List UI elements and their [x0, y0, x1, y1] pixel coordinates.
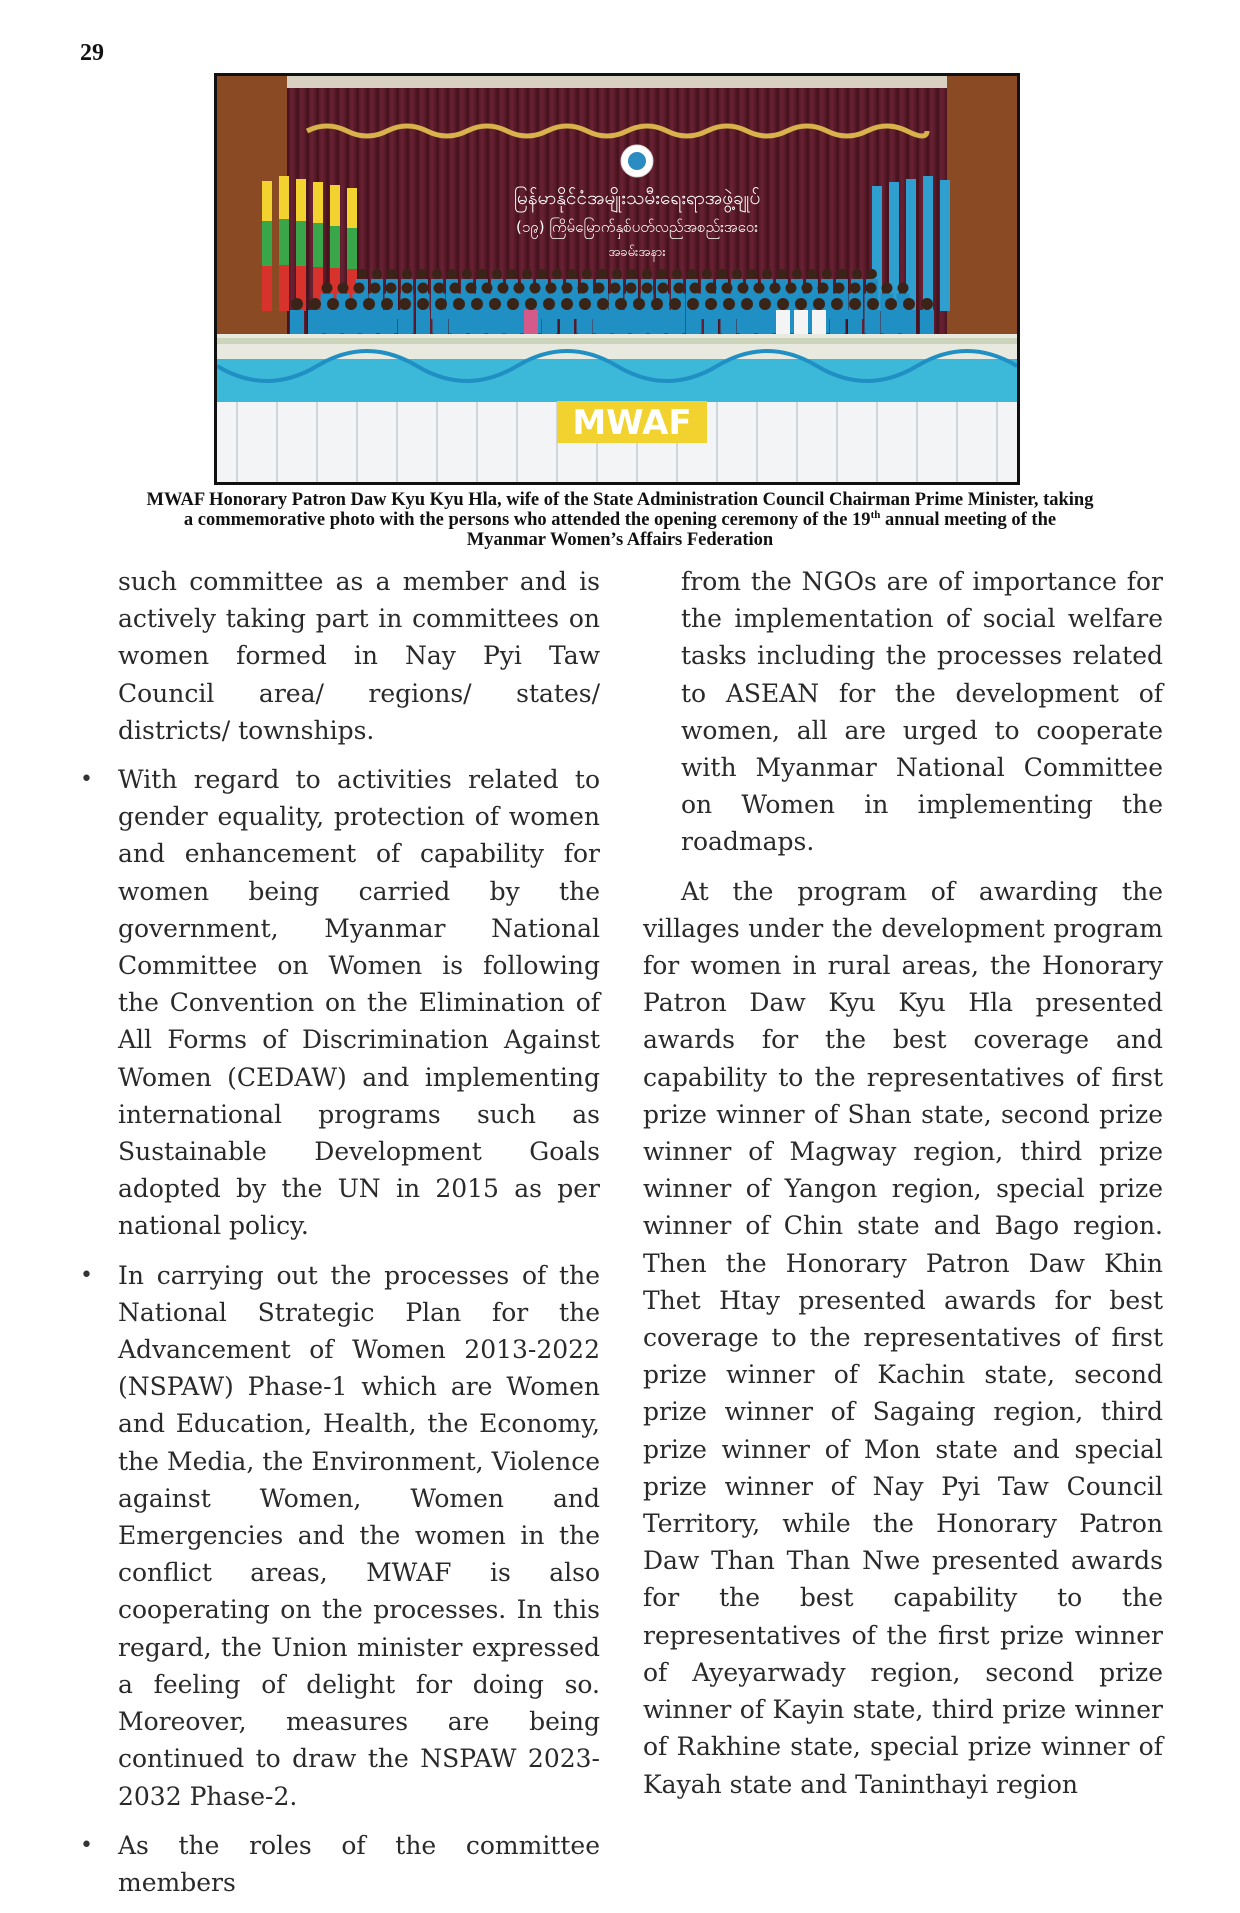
attendee-head: [579, 298, 591, 310]
attendee-head: [717, 269, 727, 279]
attendee-head: [482, 283, 493, 294]
attendee-head: [795, 298, 807, 310]
attendee-head: [831, 298, 843, 310]
attendee-head: [722, 283, 733, 294]
left-continuation-paragraph: such committee as a member and is actively taking part in committees on women formed in Nay Pyi Taw Council area/ regions/ states/ districts/ townships.: [118, 567, 600, 745]
attendee-head: [525, 298, 537, 310]
attendee-head: [921, 298, 933, 310]
attendee-head: [777, 269, 787, 279]
attendee-head: [562, 283, 573, 294]
left-column: [80, 563, 600, 1913]
attendee-head: [418, 283, 429, 294]
attendee-head: [627, 269, 637, 279]
attendee-head: [338, 283, 349, 294]
attendee-head: [372, 269, 382, 279]
attendee-head: [849, 298, 861, 310]
attendee-head: [807, 269, 817, 279]
attendee-head: [567, 269, 577, 279]
attendee-head: [450, 283, 461, 294]
banner-ceremony: အခမ်းအနား: [608, 245, 666, 260]
attendee-head: [626, 283, 637, 294]
attendee-head: [818, 283, 829, 294]
attendee-head: [898, 283, 909, 294]
attendee-head: [705, 298, 717, 310]
attendee-head: [291, 298, 303, 310]
attendee-head: [669, 298, 681, 310]
attendee-head: [674, 283, 685, 294]
attendee-head: [777, 298, 789, 310]
attendee-head: [381, 298, 393, 310]
caption-line-1: MWAF Honorary Patron Daw Kyu Kyu Hla, wife of the State Administration Council Chairman Prime Minister, taking: [146, 490, 1094, 510]
attendee-head: [434, 283, 445, 294]
attendee-head: [822, 269, 832, 279]
caption-line-2: a commemorative photo with the persons who attended the opening ceremony of the 19th annual meeting of the: [183, 508, 1057, 530]
attendee-head: [612, 269, 622, 279]
attendee-head: [615, 298, 627, 310]
attendee-head: [850, 283, 861, 294]
attendee-head: [866, 283, 877, 294]
bullet-text: As the roles of the committee members: [118, 1830, 600, 1897]
attendee-head: [610, 283, 621, 294]
attendee-head: [345, 298, 357, 310]
attendee-head: [759, 298, 771, 310]
attendee-head: [706, 283, 717, 294]
bullet-text: In carrying out the processes of the National Strategic Plan for the Advancement of Women 2013-2022 (NSPAW) Phase-1 which are Women and Education, Health, the Economy, the Media, the Environment, Violence against Women, Women and Emergencies and the women in the conflict areas, MWAF is also cooperating on the processes. In this regard, the Union minister expressed a feeling of delight for doing so. Moreover, measures are being continued to draw the NSPAW 2023-2032 Phase-2.: [118, 1260, 600, 1811]
attendee-head: [741, 298, 753, 310]
attendee-head: [507, 298, 519, 310]
attendee-head: [642, 269, 652, 279]
attendee-head: [852, 269, 862, 279]
attendee-head: [357, 269, 367, 279]
attendee-head: [903, 298, 915, 310]
attendee-head: [309, 298, 321, 310]
attendee-head: [492, 269, 502, 279]
attendee-head: [322, 283, 333, 294]
attendee-head: [530, 283, 541, 294]
bullet-text: With regard to activities related to gender equality, protection of women and enhancement of capability for women being carried by the government, Myanmar National Committee on Women is following the Convention on the Elimination of All Forms of Discrimination Against Women (CEDAW) and implementing international programs such as Sustainable Development Goals adopted by the UN in 2015 as per national policy.: [118, 765, 600, 1241]
mwaf-logo-text: MWAF: [572, 403, 692, 443]
attendee-head: [762, 269, 772, 279]
attendee-head: [498, 283, 509, 294]
attendee-head: [702, 269, 712, 279]
bullet-icon: •: [80, 1832, 93, 1858]
attendee-head: [537, 269, 547, 279]
ceremony-photo-illustration: [217, 76, 1017, 482]
attendee-head: [447, 269, 457, 279]
attendee-head: [747, 269, 757, 279]
attendee-head: [453, 298, 465, 310]
bullet-nspaw: [80, 1257, 600, 1815]
attendee-head: [507, 269, 517, 279]
attendee-head: [432, 269, 442, 279]
bullet-icon: •: [80, 767, 93, 793]
attendee-head: [327, 298, 339, 310]
attendee-head: [462, 269, 472, 279]
attendee-head: [370, 283, 381, 294]
attendee-head: [582, 269, 592, 279]
attendee-head: [597, 269, 607, 279]
attendee-head: [489, 298, 501, 310]
attendee-head: [399, 298, 411, 310]
awards-paragraph: At the program of awarding the villages under the development program for women in rural areas, the Honorary Patron Daw Kyu Kyu Hla presented awards for the best coverage and capability to the representatives of first prize winner of Shan state, second prize winner of Magway region, third prize winner of Yangon region, special prize winner of Chin state and Bago region. Then the Honorary Patron Daw Khin Thet Htay presented awards for best coverage to the representatives of first prize winner of Kachin state, second prize winner of Sagaing region, third prize winner of Mon state and special prize winner of Nay Pyi Taw Council Territory, while the Honorary Patron Daw Than Than Nwe presented awards for the best capability to the representatives of the first prize winner of Ayeyarwady region, second prize winner of Kayin state, third prize winner of Rakhine state, special prize winner of Kayah state and Taninthayi region: [643, 876, 1163, 1799]
caption-line-3: Myanmar Women’s Affairs Federation: [466, 530, 774, 550]
page-number: 29: [80, 40, 104, 66]
attendee-head: [543, 298, 555, 310]
attendee-head: [690, 283, 701, 294]
attendee-head: [402, 283, 413, 294]
attendee-head: [882, 283, 893, 294]
attendee-head: [477, 269, 487, 279]
attendee-head: [642, 283, 653, 294]
attendee-head: [514, 283, 525, 294]
attendee-head: [522, 269, 532, 279]
attendee-head: [754, 283, 765, 294]
right-continuation-paragraph: from the NGOs are of importance for the implementation of social welfare tasks including the processes related to ASEAN for the development of women, all are urged to cooperate with Myanmar National Committee on Women in implementing the roadmaps.: [681, 567, 1163, 857]
attendee-head: [738, 283, 749, 294]
attendee-head: [813, 298, 825, 310]
attendee-head: [770, 283, 781, 294]
attendee-head: [435, 298, 447, 310]
attendee-head: [594, 283, 605, 294]
banner-subtitle: (၁၉) ကြိမ်မြောက်နှစ်ပတ်လည်အစည်းအဝေး: [515, 218, 759, 236]
bullet-icon: •: [80, 1262, 93, 1288]
attendee-head: [672, 269, 682, 279]
attendee-head: [837, 269, 847, 279]
attendee-head: [633, 298, 645, 310]
attendee-head: [732, 269, 742, 279]
attendee-head: [651, 298, 663, 310]
attendee-head: [658, 283, 669, 294]
attendee-head: [834, 283, 845, 294]
attendee-head: [723, 298, 735, 310]
attendee-head: [786, 283, 797, 294]
ceremony-photo: [214, 73, 1020, 485]
attendee-head: [402, 269, 412, 279]
attendee-head: [867, 298, 879, 310]
attendee-head: [387, 269, 397, 279]
attendee-head: [552, 269, 562, 279]
bullet-committee-roles: [80, 1827, 600, 1901]
attendee-head: [466, 283, 477, 294]
attendee-head: [867, 269, 877, 279]
attendee-head: [471, 298, 483, 310]
attendee-head: [687, 269, 697, 279]
bullet-gender-equality: [80, 761, 600, 1245]
attendee-head: [363, 298, 375, 310]
attendee-head: [417, 298, 429, 310]
attendee-head: [802, 283, 813, 294]
attendee-head: [417, 269, 427, 279]
attendee-head: [885, 298, 897, 310]
attendee-head: [687, 298, 699, 310]
attendee-head: [546, 283, 557, 294]
attendee-head: [578, 283, 589, 294]
attendee-head: [354, 283, 365, 294]
attendee-head: [792, 269, 802, 279]
banner-title: မြန်မာနိုင်ငံအမျိုးသမီးရေးရာအဖွဲ့ချုပ်: [513, 187, 761, 209]
right-column: [643, 563, 1163, 1815]
attendee-head: [386, 283, 397, 294]
attendee-head: [657, 269, 667, 279]
attendee-head: [597, 298, 609, 310]
attendee-head: [561, 298, 573, 310]
photo-caption: [80, 490, 1160, 550]
